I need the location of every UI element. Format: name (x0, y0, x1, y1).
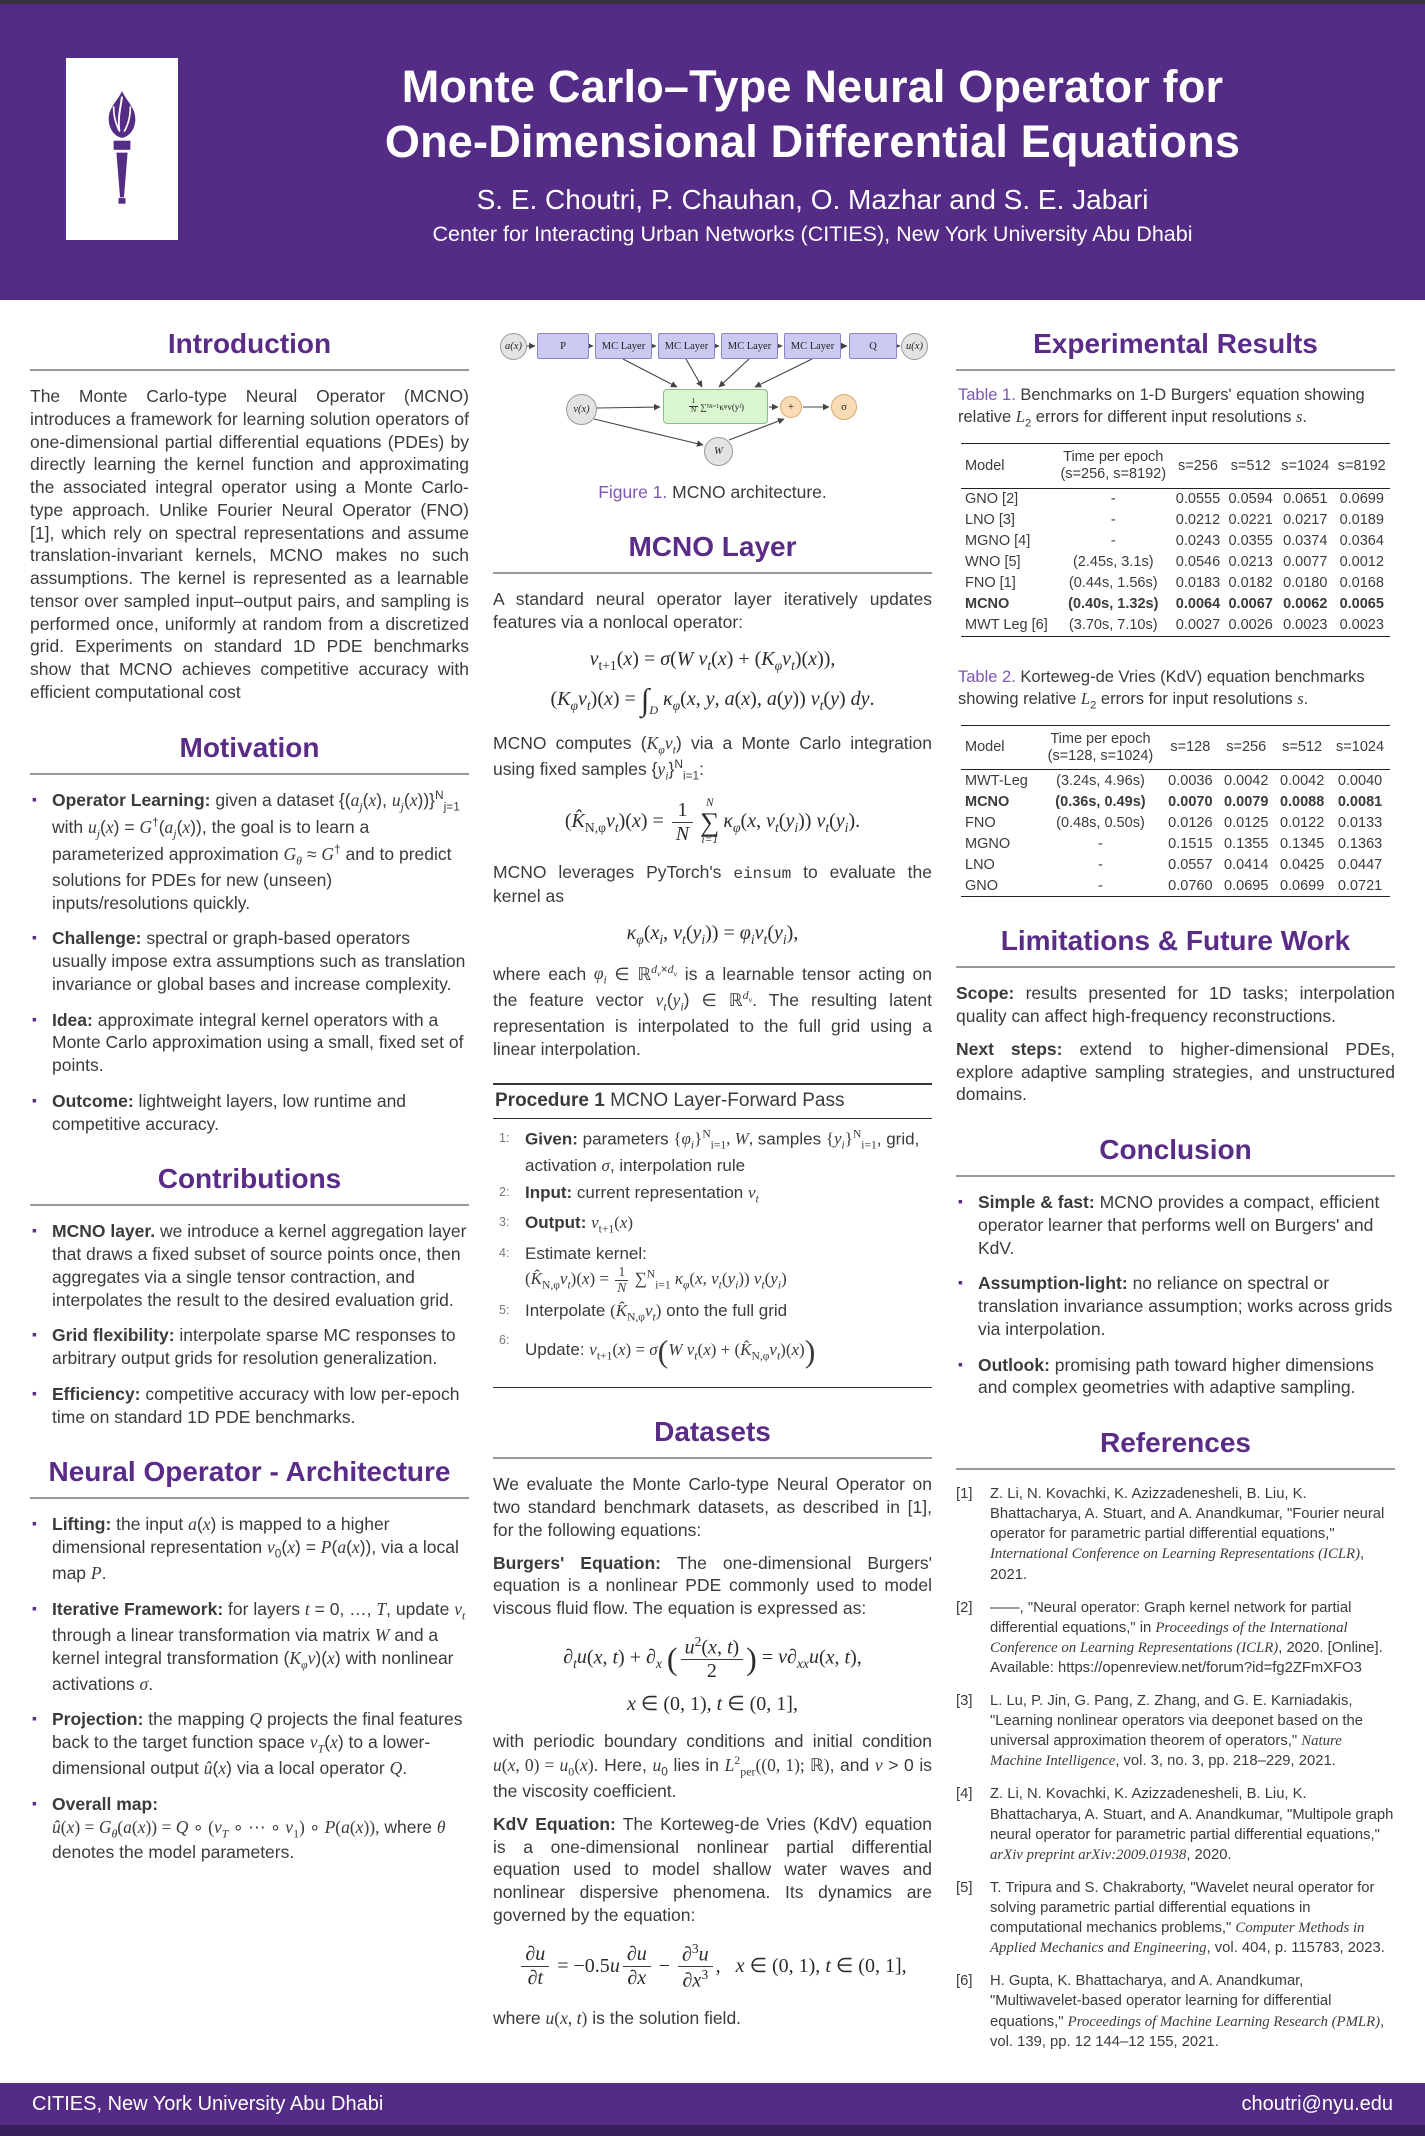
table-cell: GNO (965, 877, 999, 894)
figure-caption (493, 482, 932, 503)
list-item (30, 1220, 469, 1311)
table-cell: 0.0064 (1175, 596, 1221, 613)
procedure-title-text: MCNO Layer-Forward Pass (604, 1089, 845, 1111)
table-cell: 0.0355 (1228, 533, 1273, 550)
table-row (961, 488, 1390, 510)
table-cell: GNO [2] (965, 491, 1019, 508)
table-cell: 0.0079 (1224, 793, 1269, 810)
heading-divider (956, 369, 1395, 371)
table-cell: 0.1345 (1279, 835, 1325, 852)
column-header: s=8192 (1337, 457, 1386, 474)
table-row (961, 531, 1390, 552)
heading-divider (956, 1175, 1395, 1177)
reference-text: ——, "Neural operator: Graph kernel network for partial differential equations," in Proceedings of the International Conference on Learning Representations (ICLR), 2020. [Online]. Available: https://openreview.net/forum?id=fg2ZFmXFO3 (990, 1599, 1383, 1676)
step-number: 3: (499, 1215, 510, 1230)
table-row (961, 615, 1390, 637)
table-cell: 0.0040 (1337, 772, 1383, 789)
section-heading: Contributions (157, 1163, 342, 1195)
section-architecture (30, 1456, 469, 1864)
section-datasets (493, 1416, 932, 2029)
nyu-torch-logo-icon (94, 85, 150, 214)
table-cell: 0.0088 (1279, 793, 1325, 810)
table-cell: 0.1355 (1224, 835, 1269, 852)
table-cell: 0.0026 (1228, 617, 1273, 634)
procedure-title (493, 1085, 932, 1119)
table-cell: (0.40s, 1.32s) (1068, 596, 1159, 613)
section-limitations (956, 925, 1395, 1106)
column-right (956, 300, 1395, 2083)
node-u-x: u(x) (901, 333, 928, 360)
table-row (961, 594, 1390, 615)
table-cell: 0.0721 (1337, 877, 1383, 894)
table-cell: - (1098, 835, 1103, 852)
node-a-x: a(x) (500, 333, 527, 360)
table-cell: 0.0067 (1228, 596, 1273, 613)
table-cell: 0.0042 (1224, 772, 1269, 789)
table-cell: (0.48s, 0.50s) (1056, 814, 1145, 831)
table-header-row (961, 444, 1390, 488)
table-cell: 0.1363 (1337, 835, 1383, 852)
poster-title-line1: Monte Carlo–Type Neural Operator for (401, 61, 1224, 112)
section-contributions (30, 1163, 469, 1428)
list-item (956, 1272, 1395, 1340)
poster-title (200, 60, 1425, 170)
table-row (961, 552, 1390, 573)
procedure-step (499, 1127, 932, 1177)
table-cell: 0.0243 (1175, 533, 1221, 550)
poster-body (0, 300, 1425, 2083)
list-item (30, 927, 469, 995)
table-cell: 0.0760 (1168, 877, 1213, 894)
procedure-step (499, 1181, 932, 1207)
list-item-text: Iterative Framework: for layers t = 0, …, T, update $v_t$ through a linear transformation via matrix W and a kernel integral transformation $(K_\varphi v)(x)$ with nonlinear activations σ. (52, 1598, 466, 1694)
figure-caption-text: MCNO architecture. (667, 482, 827, 502)
section-motivation (30, 732, 469, 1136)
table-cell: - (1098, 877, 1103, 894)
kdv-post: where u(x, t) is the solution field. (493, 2007, 742, 2028)
column-header: Model (965, 457, 1005, 474)
table-cell: 0.0133 (1337, 814, 1383, 831)
table-cell: 0.0036 (1168, 772, 1213, 789)
architecture-list (30, 1513, 469, 1864)
reference-item (956, 1784, 1395, 1864)
list-item-text: Idea: approximate integral kernel operators with a Monte Carlo approximation using a small, fixed set of points. (52, 1009, 464, 1076)
node-mc-layer-2: MC Layer (658, 333, 715, 359)
introduction-text: The Monte Carlo-type Neural Operator (MCNO) introduces a framework for learning solution operators of one-dimensional partial differential equations (PDEs) by directly learning the kernel function and approximating the associated integral operator using a Monte Carlo-type approach. Unlike Fourier Neural Operator (FNO) [1], which rely on spectral representations and assume translation-invariant kernels, MCNO makes no such assumptions. The kernel is represented as a learnable tensor over sampled input–output pairs, and sampling is performed once, uniformly at random from a discretized grid. Experiments on standard 1D PDE benchmarks show that MCNO achieves competitive accuracy with efficient computational cost (30, 386, 469, 702)
step-text: Interpolate $(K̂_{N,\varphi}v_t)$ onto the full grid (525, 1300, 788, 1324)
table-row (961, 791, 1390, 812)
burgers-benchmark-table (961, 443, 1390, 636)
mcno-layer-text-4: where each $\varphi_i$ ∈ ℝ$^{d_v\times d_v}$ is a learnable tensor acting on the feature vector $v_t(y_i)$ ∈ ℝ$^{d_v}$. The resulting latent representation is interpolated to the full grid using a linear interpolation. (493, 961, 933, 1059)
burgers-conditions: with periodic boundary conditions and initial condition u(x, $0) = u_0(x)$. Here, $u_0$ lies in $L^2_{per}((0$, 1); ℝ), and ν > 0 is the viscosity coefficient. (493, 1731, 932, 1801)
table-cell: 0.0023 (1283, 617, 1328, 634)
list-item (30, 789, 469, 915)
table-cell: MCNO (965, 596, 1010, 613)
heading-divider (30, 369, 469, 371)
section-introduction (30, 328, 469, 704)
mcno-layer-text-1: A standard neural operator layer iteratively updates features via a nonlocal operator: (493, 589, 932, 632)
table-cell: 0.0414 (1224, 856, 1269, 873)
table-cell: 0.0070 (1168, 793, 1213, 810)
table-cell: 0.0546 (1175, 554, 1221, 571)
node-mc-layer-4: MC Layer (784, 333, 841, 359)
table-cell: MGNO (965, 835, 1011, 852)
figure-caption-label: Figure 1. (598, 482, 668, 502)
reference-text: T. Tripura and S. Chakraborty, "Wavelet neural operator for solving parametric partial differential equations in computational mechanics problems," Computer Methods in Applied Mechanics and Engineering, vol. 404, p. 115783, 2023. (990, 1879, 1385, 1957)
node-w: W (704, 437, 733, 466)
column-left (30, 300, 469, 2083)
list-item-text: Lifting: the input a(x) is mapped to a higher dimensional representation $v_0(x) = P(a(x))$, via a local map P. (52, 1514, 459, 1584)
table-row (961, 833, 1390, 854)
table-row (961, 812, 1390, 833)
table-cell: 0.0651 (1283, 491, 1328, 508)
reference-number: [6] (956, 1973, 973, 1990)
section-conclusion (956, 1134, 1395, 1399)
table-cell: 0.0555 (1175, 491, 1221, 508)
table-cell: 0.0077 (1283, 554, 1328, 571)
column-header: s=1024 (1281, 457, 1330, 474)
table-cell: MCNO (965, 793, 1010, 810)
reference-text: Z. Li, N. Kovachki, K. Azizzadenesheli, B. Liu, K. Bhattacharya, A. Stuart, and A. Anandkumar, "Multipole graph neural operator for parametric partial differential equations," arXiv preprint arXiv:2009.01938, 2020. (990, 1786, 1394, 1863)
table-cell: LNO [3] (965, 512, 1015, 529)
table-cell: - (1110, 491, 1116, 508)
table-row (961, 875, 1390, 897)
table-caption-label: Table 1. (958, 386, 1016, 404)
procedure-step (499, 1242, 932, 1295)
reference-text: L. Lu, P. Jin, G. Pang, Z. Zhang, and G. E. Karniadakis, "Learning nonlinear operators via deeponet based on the universal approximation theorem of operators," Nature Machine Intelligence, vol. 3, no. 3, pp. 218–229, 2021. (990, 1693, 1363, 1770)
table-cell: 0.0065 (1339, 596, 1384, 613)
list-item-text: Projection: the mapping Q projects the final features back to the target function space $v_T(x)$ to a lower-dimensional output û(x) via a local operator Q. (52, 1709, 463, 1779)
section-heading: References (1100, 1427, 1251, 1459)
table-cell: 0.0125 (1224, 814, 1269, 831)
table-caption-text: Benchmarks on 1-D Burgers' equation showing relative $L_2$ errors for different input resolutions s. (958, 386, 1365, 430)
step-text: Estimate kernel: $(K̂_{N,\varphi}v_t)(x)$ = $\frac{1}{N}$ ∑$^N_{i=1}$ $\kappa_\varphi(x$, $v_t(y_i)$) $v_t(y_i)$ (525, 1243, 787, 1295)
reference-item (956, 1598, 1395, 1678)
reference-item (956, 1878, 1395, 1958)
reference-text: H. Gupta, K. Bhattacharya, and A. Anandkumar, "Multiwavelet-based operator learning for differential equations," Proceedings of Machine Learning Research (PMLR), vol. 139, pp. 12 144–12 155, 2021. (990, 1973, 1385, 2050)
list-item-text: Outlook: promising path toward higher dimensions and complex geometries with adaptive sampling. (978, 1354, 1374, 1398)
table-cell: WNO [5] (965, 554, 1021, 571)
table-cell: MWT-Leg (965, 772, 1028, 789)
table-cell: 0.0180 (1283, 575, 1328, 592)
table-cell: LNO (965, 856, 995, 873)
table-cell: 0.0042 (1279, 772, 1325, 789)
kdv-benchmark-table (961, 725, 1390, 897)
reference-number: [3] (956, 1693, 973, 1710)
table-row (961, 510, 1390, 531)
list-item (956, 1354, 1395, 1400)
conclusion-list (956, 1191, 1395, 1399)
reference-item (956, 1691, 1395, 1771)
procedure-1-box (493, 1083, 932, 1389)
node-q: Q (849, 333, 897, 359)
table-cell: 0.0695 (1224, 877, 1269, 894)
nyu-logo (66, 58, 178, 240)
node-v-x: v(x) (566, 394, 597, 425)
poster-header (0, 4, 1425, 300)
contributions-list (30, 1220, 469, 1428)
heading-divider (30, 1204, 469, 1206)
list-item (30, 1793, 469, 1864)
list-item-text: MCNO layer. we introduce a kernel aggregation layer that draws a fixed subset of source points once, then aggregates via a single tensor contraction, and interpolates the result to the desired evaluation grid. (52, 1221, 467, 1310)
step-text: Update: $v_{t+1}(x) = \sigma(W$ $v_t(x)$ + $(K̂_{N,\varphi}v_t)(x)$) (525, 1333, 816, 1370)
section-mcno-layer (493, 531, 932, 1061)
affiliation: Center for Interacting Urban Networks (CITIES), New York University Abu Dhabi (432, 221, 1193, 246)
node-mc-layer-3: MC Layer (721, 333, 778, 359)
list-item (30, 1324, 469, 1370)
section-experimental-results (956, 328, 1395, 897)
table-cell: 0.0122 (1279, 814, 1325, 831)
table-row (961, 573, 1390, 594)
kdv-intro: KdV Equation: The Korteweg-de Vries (KdV) equation is a one-dimensional nonlinear partial differential equation used to model shallow water waves and nonlinear dispersive phenomena. Its dynamics are governed by the equation: (493, 1813, 932, 1925)
reference-item (956, 1484, 1395, 1585)
table-row (961, 770, 1390, 792)
reference-text: Z. Li, N. Kovachki, K. Azizzadenesheli, B. Liu, K. Bhattacharya, A. Stuart, and A. Anandkumar, "Fourier neural operator for parametric partial differential equations," International Conference on Learning Representations (ICLR), 2021. (990, 1486, 1385, 1583)
column-header: Time per epoch (s=128, s=1024) (1047, 730, 1154, 764)
column-header: s=128 (1170, 739, 1211, 756)
procedure-steps (493, 1127, 932, 1374)
section-heading: MCNO Layer (628, 531, 797, 562)
equation-burgers: $\partial_tu(x$, $t) + \partial_x$ ( $\frac{u^2(x, t)}{2}$ ) = $\nu\partial_{xx}u(x$, t), (563, 1633, 862, 1683)
footer-email: choutri@nyu.edu (1241, 2092, 1393, 2115)
table-row (961, 854, 1390, 875)
list-item (956, 1191, 1395, 1259)
figure-1 (493, 320, 932, 503)
table-cell: 0.0217 (1283, 512, 1328, 529)
reference-number: [4] (956, 1786, 973, 1803)
column-header: Time per epoch (s=256, s=8192) (1060, 449, 1167, 482)
list-item-text: Simple & fast: MCNO provides a compact, efficient operator learner that performs well on Burgers' and KdV. (978, 1192, 1380, 1258)
reference-number: [2] (956, 1599, 973, 1616)
list-item (30, 1708, 469, 1779)
section-heading: Motivation (179, 731, 320, 763)
procedure-step (499, 1211, 932, 1237)
poster-footer (0, 2083, 1425, 2136)
table-cell: MWT Leg [6] (965, 617, 1048, 634)
footer-accent-strip (0, 2125, 1425, 2136)
step-text: Output: $v_{t+1}(x)$ (525, 1213, 634, 1236)
node-mc-sum: 1 N ∑ N i=1 κ φ v(y i ) (663, 389, 768, 424)
column-header: Model (965, 739, 1005, 756)
table-cell: (3.70s, 7.10s) (1068, 617, 1158, 634)
table-cell: 0.0012 (1339, 554, 1384, 571)
heading-divider (493, 1457, 932, 1459)
datasets-intro: We evaluate the Monte Carlo-type Neural Operator on two standard benchmark datasets, as described in [1], for the following equations: (493, 1474, 932, 1540)
equation-einsum-kernel: $\kappa_\varphi(x_i$, $v_t(y_i)) = \varphi_iv_t(y_i)$, (626, 921, 799, 947)
authors: S. E. Choutri, P. Chauhan, O. Mazhar and S. E. Jabari (476, 183, 1149, 215)
table-header-row (961, 725, 1390, 769)
list-item (30, 1009, 469, 1077)
table-cell: (3.24s, 4.96s) (1056, 772, 1145, 789)
table-cell: 0.0425 (1279, 856, 1325, 873)
section-references (956, 1427, 1395, 2052)
heading-divider (30, 1497, 469, 1499)
section-heading: Introduction (167, 328, 332, 359)
list-item-text: Efficiency: competitive accuracy with low per-epoch time on standard 1D PDE benchmarks. (52, 1383, 460, 1427)
table-cell: 0.0364 (1339, 533, 1384, 550)
table-cell: 0.0212 (1175, 512, 1221, 529)
heading-divider (30, 773, 469, 775)
table-2-caption (958, 667, 1393, 713)
heading-divider (956, 1468, 1395, 1470)
table-cell: 0.0126 (1168, 814, 1213, 831)
list-item (30, 1513, 469, 1584)
table-cell: 0.0699 (1279, 877, 1325, 894)
table-cell: 0.0447 (1337, 856, 1383, 873)
table-cell: 0.0168 (1339, 575, 1384, 592)
step-number: 6: (499, 1333, 510, 1348)
step-number: 5: (499, 1302, 510, 1317)
table-caption-label: Table 2. (958, 667, 1016, 686)
table-cell: - (1110, 512, 1116, 529)
column-header: s=1024 (1336, 739, 1385, 756)
list-item-text: Assumption-light: no reliance on spectral or translation invariance assumption; works across grids via interpolation. (978, 1273, 1393, 1339)
limitations-scope: Scope: results presented for 1D tasks; interpolation quality can affect high-frequency reconstructions. (956, 983, 1395, 1027)
section-heading: Neural Operator - Architecture (48, 1456, 451, 1488)
equation-kdv: $\frac{\partial u}{\partial t}$ = −0.5u $\frac{\partial u}{\partial x}$ − $\frac{\partial^3u}{\partial x^3}$ , x ∈ (0, 1), t ∈ (0, 1], (493, 1941, 932, 1993)
table-cell: - (1110, 533, 1116, 550)
list-item-text: Outcome: lightweight layers, low runtime and competitive accuracy. (52, 1090, 407, 1134)
column-header: s=512 (1230, 457, 1271, 474)
list-item (30, 1383, 469, 1429)
list-item-text: Overall map: û(x) = $G_\theta(a(x)) = Q$ ∘ ($\nu_T$ ∘ ⋯ ∘ $\nu_1$) ∘ P(a(x)), where θ denotes the model parameters. (52, 1793, 446, 1863)
step-text: Input: current representation $v_t$ (525, 1183, 759, 1206)
node-p: P (537, 333, 589, 359)
equation-burgers-domain: x ∈ (0, 1), t ∈ (0, 1], (627, 1693, 798, 1716)
references-list (956, 1484, 1395, 2052)
table-cell: 0.0182 (1228, 575, 1273, 592)
table-cell: (0.44s, 1.56s) (1068, 575, 1158, 592)
mcno-architecture-diagram (493, 320, 932, 472)
table-cell: 0.0189 (1339, 512, 1384, 529)
table-1-caption (958, 385, 1393, 431)
motivation-list (30, 789, 469, 1136)
node-sigma: σ (831, 394, 857, 420)
table-cell: 0.0081 (1337, 793, 1383, 810)
step-number: 4: (499, 1245, 510, 1260)
table-cell: 0.0062 (1283, 596, 1328, 613)
procedure-step (499, 1299, 932, 1325)
table-cell: FNO [1] (965, 575, 1016, 592)
table-cell: 0.0183 (1175, 575, 1221, 592)
table-cell: 0.0023 (1339, 617, 1384, 634)
table-cell: 0.0027 (1175, 617, 1221, 634)
step-number: 1: (499, 1130, 510, 1145)
node-mc-layer-1: MC Layer (595, 333, 652, 359)
table-cell: 0.0221 (1228, 512, 1273, 529)
step-text: Given: parameters $\{\varphi_i\}^N_{i=1}$, W, samples $\{y_i\}^N_{i=1}$, grid, activation σ, interpolation rule (525, 1127, 920, 1175)
reference-number: [1] (956, 1486, 973, 1503)
list-item-text: Operator Learning: given a dataset {($a_j(x)$, $u_j(x))\}^N_{j=1}$ with $u_j(x) = G^\dagger(a_j(x))$, the goal is to learn a parameterized approximation $G_\theta \approx G^\dagger$ and to predict solutions for PDEs for new (unseen) inputs/resolutions quickly. (52, 788, 460, 913)
section-heading: Limitations & Future Work (1000, 925, 1351, 957)
column-header: s=256 (1178, 457, 1218, 474)
mcno-layer-text-2: MCNO computes $(K_\varphi v_t)$ via a Monte Carlo integration using fixed samples $\{y_i\}^N_{i=1}$: (493, 732, 933, 783)
burgers-intro: Burgers' Equation: The one-dimensional Burgers' equation is a nonlinear PDE commonly used to model viscous fluid flow. The equation is expressed as: (493, 1552, 932, 1619)
step-number: 2: (499, 1185, 510, 1200)
table-cell: FNO (965, 814, 996, 831)
table-cell: (2.45s, 3.1s) (1072, 554, 1154, 571)
list-item-text: Grid flexibility: interpolate sparse MC responses to arbitrary output grids for resolution generalization. (52, 1325, 456, 1369)
procedure-step (499, 1329, 932, 1373)
table-cell: (0.36s, 0.49s) (1055, 793, 1146, 810)
table-cell: 0.0594 (1228, 491, 1273, 508)
mcno-layer-text-3: MCNO leverages PyTorch's einsum to evaluate the kernel as (493, 861, 932, 906)
reference-item (956, 1971, 1395, 2051)
procedure-title-label: Procedure 1 (495, 1089, 605, 1111)
column-header: s=512 (1282, 739, 1323, 756)
table-cell: MGNO [4] (965, 533, 1031, 550)
table-cell: 0.0557 (1168, 856, 1213, 873)
equation-update: $v_{t+1}(x) = \sigma(W$ $v_t(x) + (K_\varphi v_t)(x)$), (589, 647, 836, 673)
heading-divider (956, 966, 1395, 968)
list-item-text: Challenge: spectral or graph-based operators usually impose extra assumptions such as translation invariance or global bases and increase complexity. (52, 928, 466, 994)
poster-title-line2: One-Dimensional Differential Equations (384, 115, 1241, 167)
table-cell: - (1098, 856, 1103, 873)
table-caption-text: Korteweg-de Vries (KdV) equation benchmarks showing relative $L_2$ errors for input resolutions s. (958, 667, 1365, 712)
section-heading: Datasets (654, 1416, 771, 1448)
reference-number: [5] (956, 1879, 973, 1896)
list-item (30, 1090, 469, 1136)
table-cell: 0.0213 (1228, 554, 1273, 571)
equation-mc-sum: $(K̂_{N,\varphi}v_t)(x)$ = $\frac{1}{N}$ N ∑ i=1 $\kappa_\varphi(x$, $v_t(y_i)$) $v_t(y_i)$. (564, 797, 861, 847)
column-header: s=256 (1226, 739, 1267, 756)
table-cell: 0.0374 (1283, 533, 1328, 550)
footer-affiliation: CITIES, New York University Abu Dhabi (32, 2092, 384, 2115)
column-middle (493, 300, 932, 2083)
table-cell: 0.1515 (1168, 835, 1213, 852)
heading-divider (493, 572, 932, 574)
list-item (30, 1598, 469, 1695)
equation-kernel-integral: $(K_\varphi v_t)(x) = \int_D$ $\kappa_\varphi(x$, y, a(x), a(y)) $v_t(y)$ dy. (550, 681, 875, 717)
section-heading: Experimental Results (1033, 328, 1318, 359)
node-plus: + (780, 396, 802, 418)
table-cell: 0.0699 (1339, 491, 1384, 508)
section-heading: Conclusion (1099, 1134, 1252, 1166)
limitations-next-steps: Next steps: extend to higher-dimensional PDEs, explore adaptive sampling strategies, and unstructured domains. (956, 1038, 1395, 1105)
